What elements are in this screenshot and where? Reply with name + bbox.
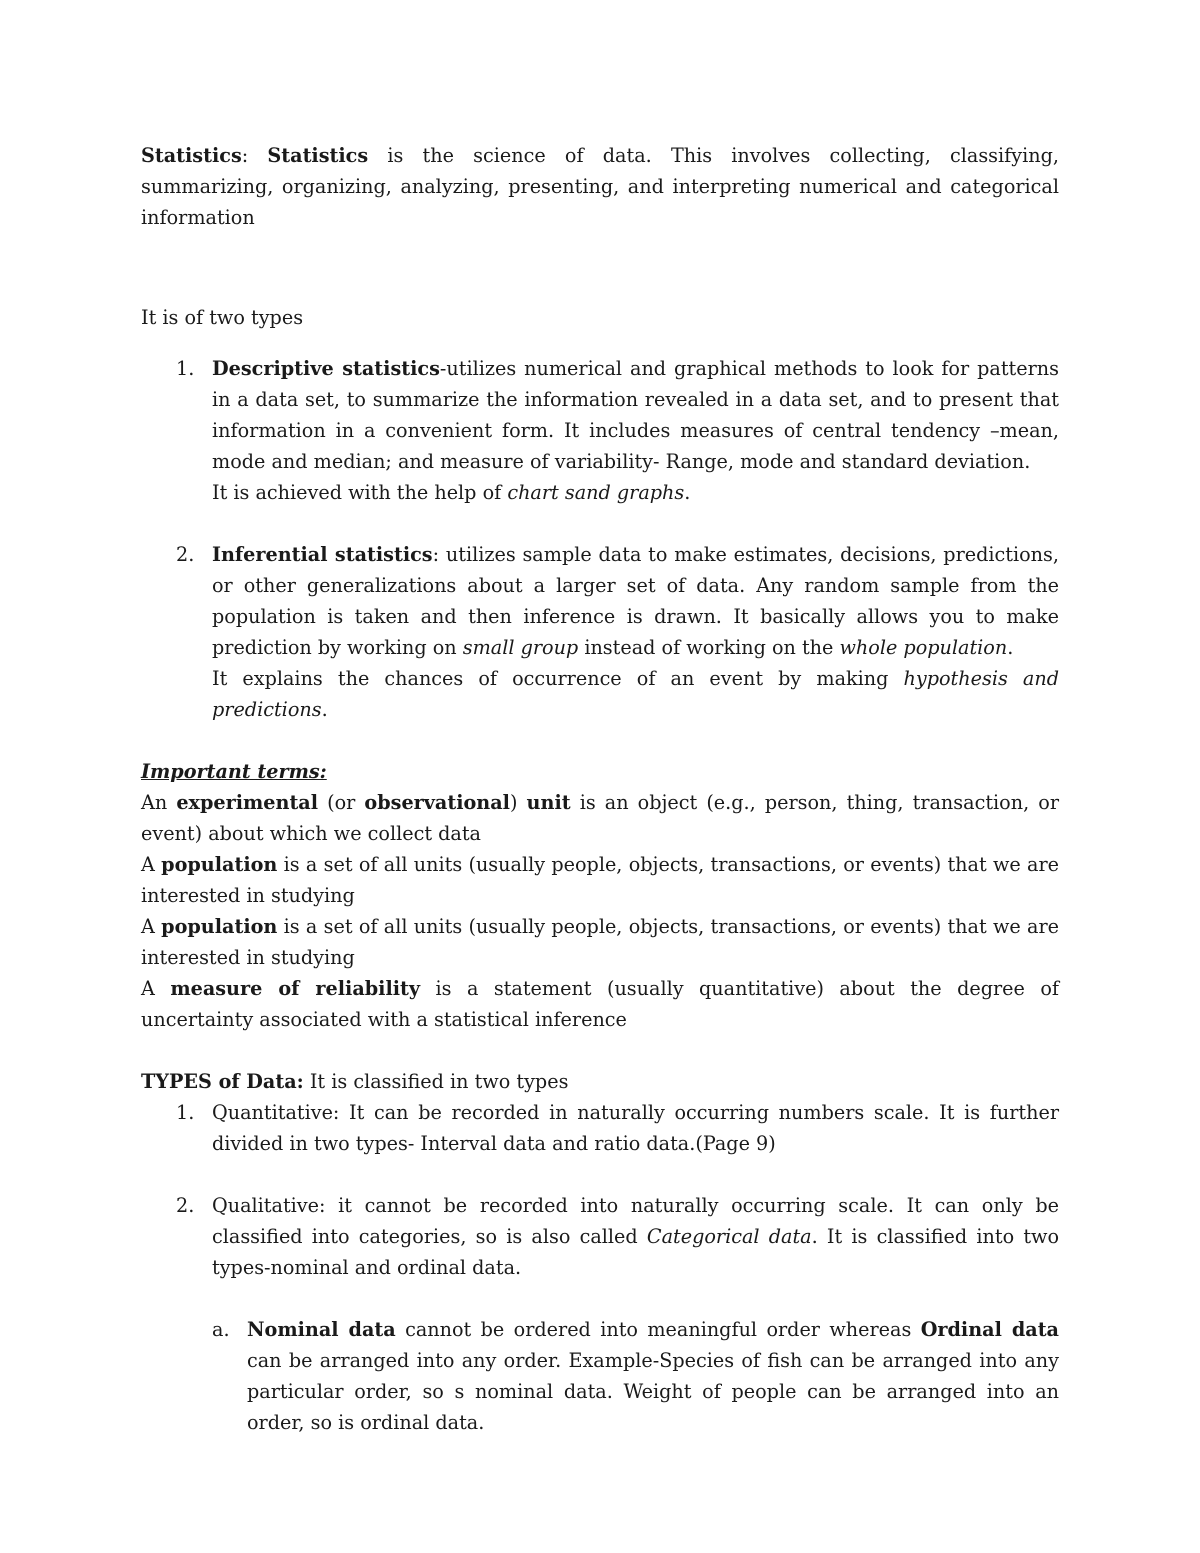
important-terms-heading: Important terms: [141,760,327,783]
list-item-qualitative: 2. Qualitative: it cannot be recorded into naturally occurring scale. It can only be classified into categories, so is also called Categorical data. It is classified into two types-nominal and ordinal data. [141,1190,1059,1283]
statistics-term-2: Statistics [267,144,369,167]
descriptive-term: Descriptive statistics [212,357,440,380]
document-page [141,140,1059,1438]
inferential-term: Inferential statistics [212,543,433,566]
list-number: 1. [176,357,195,380]
list-number: 2. [176,543,195,566]
types-intro: It is of two types [141,306,304,329]
list-number: 1. [176,1101,195,1124]
data-types-heading: TYPES of Data: It is classified in two types [141,1070,569,1093]
experimental-unit-definition: An experimental (or observational) unit is an object (e.g., person, thing, transaction, or event) about which we collect data [141,791,1059,845]
statistics-term: Statistics [141,144,242,167]
list-item-nominal-ordinal: a. Nominal data cannot be ordered into meaningful order whereas Ordinal data can be arranged into any order. Example-Species of fish can be arranged into any particular order, so s nominal data. Weight of people can be arranged into an order, so is ordinal data. [141,1314,1059,1438]
inferential-note: It explains the chances of occurrence of an event by making hypothesis and predictions. [212,667,1059,721]
list-item-quantitative: 1. Quantitative: It can be recorded in naturally occurring numbers scale. It is further divided in two types- Interval data and ratio data.(Page 9) [141,1097,1059,1159]
list-item-descriptive: 1. Descriptive statistics-utilizes numerical and graphical methods to look for patterns in a data set, to summarize the information revealed in a data set, and to present that information in a convenient form. It includes measures of central tendency –mean, mode and median; and measure of variability- Range, mode and standard deviation. It is achieved with the help of chart sand graphs. [141,353,1059,508]
population-definition-2: A population is a set of all units (usually people, objects, transactions, or events) that we are interested in studying [141,915,1059,969]
descriptive-note: It is achieved with the help of chart sand graphs. [212,481,691,504]
statistics-definition: Statistics: Statistics is the science of data. This involves collecting, classifying, summarizing, organizing, analyzing, presenting, and interpreting numerical and categorical information [141,144,1059,229]
reliability-definition: A measure of reliability is a statement (usually quantitative) about the degree of uncertainty associated with a statistical inference [141,977,1059,1031]
population-definition: A population is a set of all units (usually people, objects, transactions, or events) that we are interested in studying [141,853,1059,907]
list-letter: a. [212,1318,230,1341]
list-item-inferential: 2. Inferential statistics: utilizes sample data to make estimates, decisions, predictions, or other generalizations about a larger set of data. Any random sample from the population is taken and then inference is drawn. It basically allows you to make prediction by working on small group instead of working on the whole population. It explains the chances of occurrence of an event by making hypothesis and predictions. [141,539,1059,725]
list-number: 2. [176,1194,195,1217]
